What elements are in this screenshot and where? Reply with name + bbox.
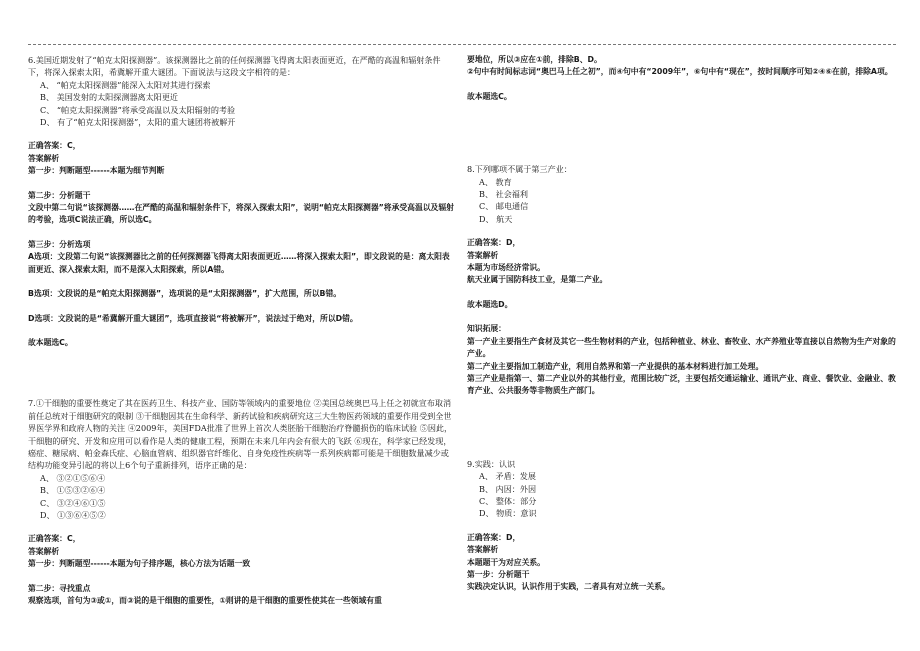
- q9-line2: 实践决定认识，认识作用于实践，二者具有对立统一关系。: [467, 582, 670, 592]
- q9-step1: 第一步：分析题干: [467, 569, 530, 579]
- q6-option-d: D、 有了“帕克太阳探测器”，太阳的重大谜团将被解开: [40, 117, 236, 128]
- q8-stem: 8.下列哪项不属于第三产业：: [467, 164, 572, 175]
- q7-option-a: A、 ③②①⑤⑥④: [40, 472, 106, 483]
- q7-step2-title: 第二步：寻找重点: [28, 583, 91, 593]
- q9-stem: 9.实践：认识: [467, 458, 516, 469]
- q7-conclusion: 故本题选C。: [467, 91, 512, 101]
- q9-option-d: D、 物质：意识: [479, 508, 537, 519]
- q6-option-a: A、 “帕克太阳探测器”能深入太阳对其进行探索: [40, 79, 211, 90]
- q8-option-b: B、 社会福利: [479, 189, 528, 200]
- q6-option-c: C、 “帕克太阳探测器”将承受高温以及太阳辐射的考验: [40, 104, 236, 115]
- q8-option-c: C、 邮电通信: [479, 201, 529, 212]
- q7-option-d: D、 ①③⑥④⑤②: [40, 509, 106, 520]
- q6-step3-a: A选项：文段第二句说“该探测器比之前的任何探测器飞得离太阳表面更近……将深入探索太阳”，即文段说的是：离太阳表面更近、深入探索太阳，而不是深入太阳探索，所以A错。: [28, 252, 450, 274]
- q6-step1: 第一步：判断题型------本题为细节判断: [28, 166, 165, 176]
- q8-option-a: A、 教育: [479, 176, 512, 187]
- q6-analysis-title: 答案解析: [28, 153, 60, 163]
- q7-step2-body: 观察选项，首句为③或①，而③说的是干细胞的重要性，①则讲的是干细胞的重要性使其在一些领域有重: [28, 596, 382, 605]
- q6-step3-title: 第三步：分析选项: [28, 239, 91, 249]
- right-column: [467, 54, 897, 594]
- q6-option-b: B、 美国发射的太阳探测器离太阳更近: [40, 92, 179, 103]
- q7-option-b: B、 ①⑤③②⑥④: [40, 485, 106, 496]
- q7-stem: 7.①干细胞的重要性奠定了其在医药卫生、科技产业、国防等领域内的重要地位 ②美国总统奥巴马上任之初就宣布取消前任总统对于细胞研究的限制 ③干细胞因其在生命科学、新药试验和疾病研究这三大生物医药领域的重要作用受到全世界医学界和政府人物的关注 ④2009年，美国FDA批准了世界上首次人类胚胎干细胞治疗脊髓损伤的临床试验 ⑤因此，干细胞的研究、开发和应用可以看作是人类的健康工程，预期在未来几年内会有很大的飞跃 ⑥现在，科学家已经发现，癌症、糖尿病、帕金森氏症、心脑血管病、组织器官纤维化、自身免疫性疾病等一系列疾病都可能是干细胞数量减少或结构功能变异引起的将以上6个句子重新排列，语序正确的是：: [28, 398, 453, 471]
- q6-stem: 6.美国近期发射了“帕克太阳探测器”。该探测器比之前的任何探测器飞得离太阳表面更近，在严酷的高温和辐射条件下，将深入探索太阳，希冀解开重大谜团。下面说法与这段文字相符的是：: [28, 55, 441, 78]
- q6-step3-b: B选项：文段说的是“帕克太阳探测器”，选项说的是“太阳探测器”，扩大范围，所以B错。: [28, 289, 342, 299]
- q9-answer: 正确答案：D，: [467, 532, 521, 542]
- q9-line1: 本题题干为对应关系。: [467, 557, 545, 567]
- q6-step3-d: D选项：文段说的是“希冀解开重大谜团”，选项直接说“将被解开”，说法过于绝对，所以D错。: [28, 313, 358, 323]
- q8-ext-title: 知识拓展：: [467, 324, 506, 334]
- q9-option-a: A、 矛盾：发展: [479, 471, 536, 482]
- q8-ext1: 第一产业主要指生产食材及其它一些生物材料的产业，包括种植业、林业、畜牧业、水产养殖业等直接以自然物为生产对象的产业。: [467, 336, 896, 359]
- q8-analysis-title: 答案解析: [467, 250, 499, 260]
- q8-conclusion: 故本题选D。: [467, 299, 513, 309]
- q8-ext3: 第三产业是指第一、第二产业以外的其他行业，范围比较广泛，主要包括交通运输业、通讯产业、商业、餐饮业、金融业、教育产业、公共服务等非物质生产部门。: [467, 373, 896, 396]
- q7-cont-line1: 要地位，所以③应在①前，排除B、D。: [467, 55, 602, 64]
- q7-option-c: C、 ③②④⑥①⑤: [40, 497, 106, 508]
- top-divider: [28, 44, 896, 45]
- q8-line2: 航天业属于国防科技工业，是第二产业。: [467, 275, 608, 285]
- q6-step2-title: 第二步：分析题干: [28, 190, 91, 200]
- q7-cont-line2: ②句中有时间标志词“奥巴马上任之初”，而④句中有“2009年”，⑥句中有“现在”，按时间顺序可知②④⑥在前，排除A项。: [467, 67, 893, 77]
- q8-ext2: 第二产业主要指加工制造产业，利用自然界和第一产业提供的基本材料进行加工处理。: [467, 361, 764, 371]
- q6-step2-body: 文段中第二句说“该探测器……在严酷的高温和辐射条件下，将深入探索太阳”，说明“帕克太阳探测器”将承受高温以及辐射的考验，选项C说法正确，所以选C。: [28, 203, 454, 225]
- q6-answer: 正确答案：C，: [28, 141, 81, 151]
- q8-line1: 本题为市场经济常识。: [467, 263, 545, 273]
- q8-option-d: D、 航天: [479, 213, 513, 224]
- q6-conclusion: 故本题选C。: [28, 337, 73, 347]
- q9-option-b: B、 内因：外因: [479, 483, 537, 494]
- q7-analysis-title: 答案解析: [28, 546, 60, 556]
- q7-answer: 正确答案：C，: [28, 534, 81, 544]
- q9-option-c: C、 整体：部分: [479, 495, 537, 506]
- left-column: [28, 54, 456, 607]
- q7-step1: 第一步：判断题型------本题为句子排序题，核心方法为话题一致: [28, 559, 251, 569]
- q8-answer: 正确答案：D，: [467, 238, 521, 248]
- q9-analysis-title: 答案解析: [467, 545, 499, 555]
